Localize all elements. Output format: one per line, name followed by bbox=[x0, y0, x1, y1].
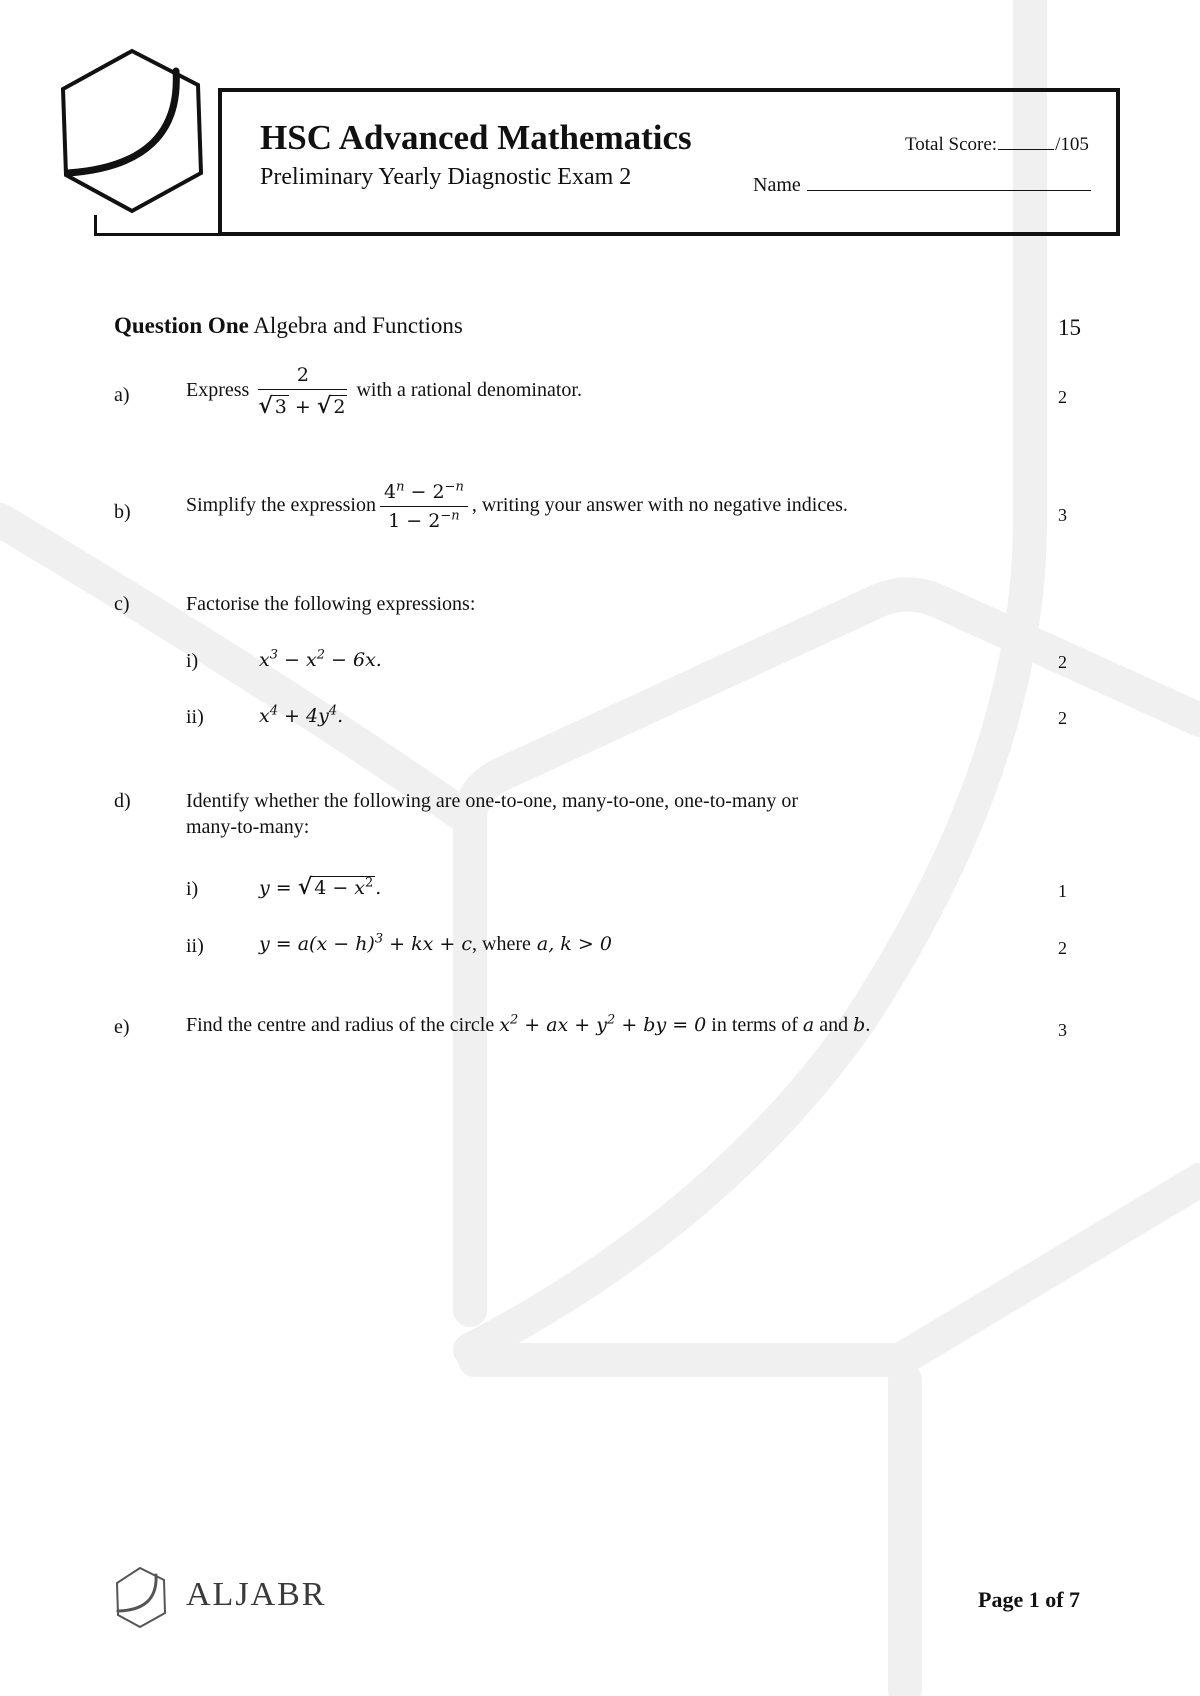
part-d-i-expression: y = √ $4 - x^2$ . bbox=[259, 874, 382, 900]
question-total-marks: 15 bbox=[1058, 315, 1081, 340]
total-score-max: /105 bbox=[1055, 134, 1089, 155]
part-b-text-after: , writing your answer with no negative indices. bbox=[471, 494, 848, 517]
question-number: Question One bbox=[114, 313, 249, 338]
part-d-ii-where: , where bbox=[472, 933, 531, 955]
part-c-i-marks: 2 bbox=[1058, 652, 1067, 672]
part-e-var-b: b bbox=[853, 1014, 866, 1036]
part-e-equation: $x^2$ + ax + $y^2$ + by = 0 bbox=[499, 1012, 707, 1036]
part-d-i-label: i) bbox=[186, 878, 199, 900]
part-d-ii-label: ii) bbox=[186, 935, 204, 957]
footer-brand: ALJABR bbox=[186, 1576, 327, 1613]
part-c-ii-expression: $x^4 + 4y^4$. bbox=[259, 703, 344, 727]
name-field bbox=[753, 174, 1091, 197]
question-topic: Algebra and Functions bbox=[253, 313, 463, 338]
exam-subtitle: Preliminary Yearly Diagnostic Exam 2 bbox=[260, 164, 632, 190]
part-b-label: b) bbox=[114, 501, 131, 523]
header-frame bbox=[218, 88, 1120, 236]
part-d-ii-expression: $y = a(x - h)^3$ + kx + c, where a, k > 0 bbox=[259, 931, 612, 955]
part-e-text: Find the centre and radius of the circle $x^2$ + ax + $y^2$ + by = 0 in terms of a and b. bbox=[186, 1012, 871, 1036]
part-c-label: c) bbox=[114, 593, 130, 615]
part-b-marks: 3 bbox=[1058, 505, 1067, 525]
part-b-text-before: Simplify the expression bbox=[186, 494, 376, 517]
part-a-text-after: with a rational denominator. bbox=[356, 379, 582, 402]
part-a-text bbox=[186, 364, 582, 419]
part-e-label: e) bbox=[114, 1016, 130, 1038]
part-a-fraction bbox=[258, 364, 347, 419]
part-e-text-middle: in terms of bbox=[711, 1014, 798, 1036]
part-e-text-before: Find the centre and radius of the circle bbox=[186, 1014, 495, 1036]
header-bracket-base bbox=[94, 233, 222, 236]
name-label: Name bbox=[753, 174, 801, 196]
part-b-fraction bbox=[380, 481, 468, 532]
part-c-i-label: i) bbox=[186, 650, 199, 672]
part-a-numerator: 2 bbox=[258, 364, 347, 390]
part-d-i-marks: 1 bbox=[1058, 881, 1067, 901]
part-c-ii-marks: 2 bbox=[1058, 708, 1067, 728]
part-d-text-line2: many-to-many: bbox=[186, 816, 310, 838]
part-a-label: a) bbox=[114, 384, 130, 406]
part-b-numerator: $4^n - 2^{-n}$ bbox=[380, 481, 468, 507]
part-d-text-line1: Identify whether the following are one-to-one, many-to-one, one-to-many or bbox=[186, 790, 799, 812]
part-c-i-expression: $x^3 - x^2 - 6x$. bbox=[259, 647, 382, 671]
exam-title: HSC Advanced Mathematics bbox=[260, 118, 692, 157]
part-c-text: Factorise the following expressions: bbox=[186, 593, 476, 615]
part-e-and: and bbox=[819, 1014, 849, 1036]
part-d-ii-marks: 2 bbox=[1058, 938, 1067, 958]
aljabr-logo-icon bbox=[112, 1565, 172, 1635]
page-number: Page 1 of 7 bbox=[978, 1587, 1081, 1612]
total-score-label: Total Score: bbox=[905, 134, 998, 155]
part-e-var-a: a bbox=[802, 1014, 815, 1036]
part-a-denominator: √ 3 + √ 2 bbox=[258, 393, 346, 419]
part-a-text-before: Express bbox=[186, 379, 250, 402]
part-a-marks: 2 bbox=[1058, 387, 1067, 407]
hexagon-logo-icon bbox=[56, 45, 216, 221]
part-d-label: d) bbox=[114, 790, 131, 812]
name-blank bbox=[807, 174, 1091, 191]
question-heading bbox=[114, 313, 463, 339]
part-b-text bbox=[186, 481, 848, 532]
part-e-marks: 3 bbox=[1058, 1020, 1067, 1040]
part-b-denominator: $1 - 2^{-n}$ bbox=[388, 508, 460, 532]
part-c-ii-label: ii) bbox=[186, 706, 204, 728]
total-score-field bbox=[905, 134, 1089, 156]
total-score-blank bbox=[998, 135, 1054, 150]
